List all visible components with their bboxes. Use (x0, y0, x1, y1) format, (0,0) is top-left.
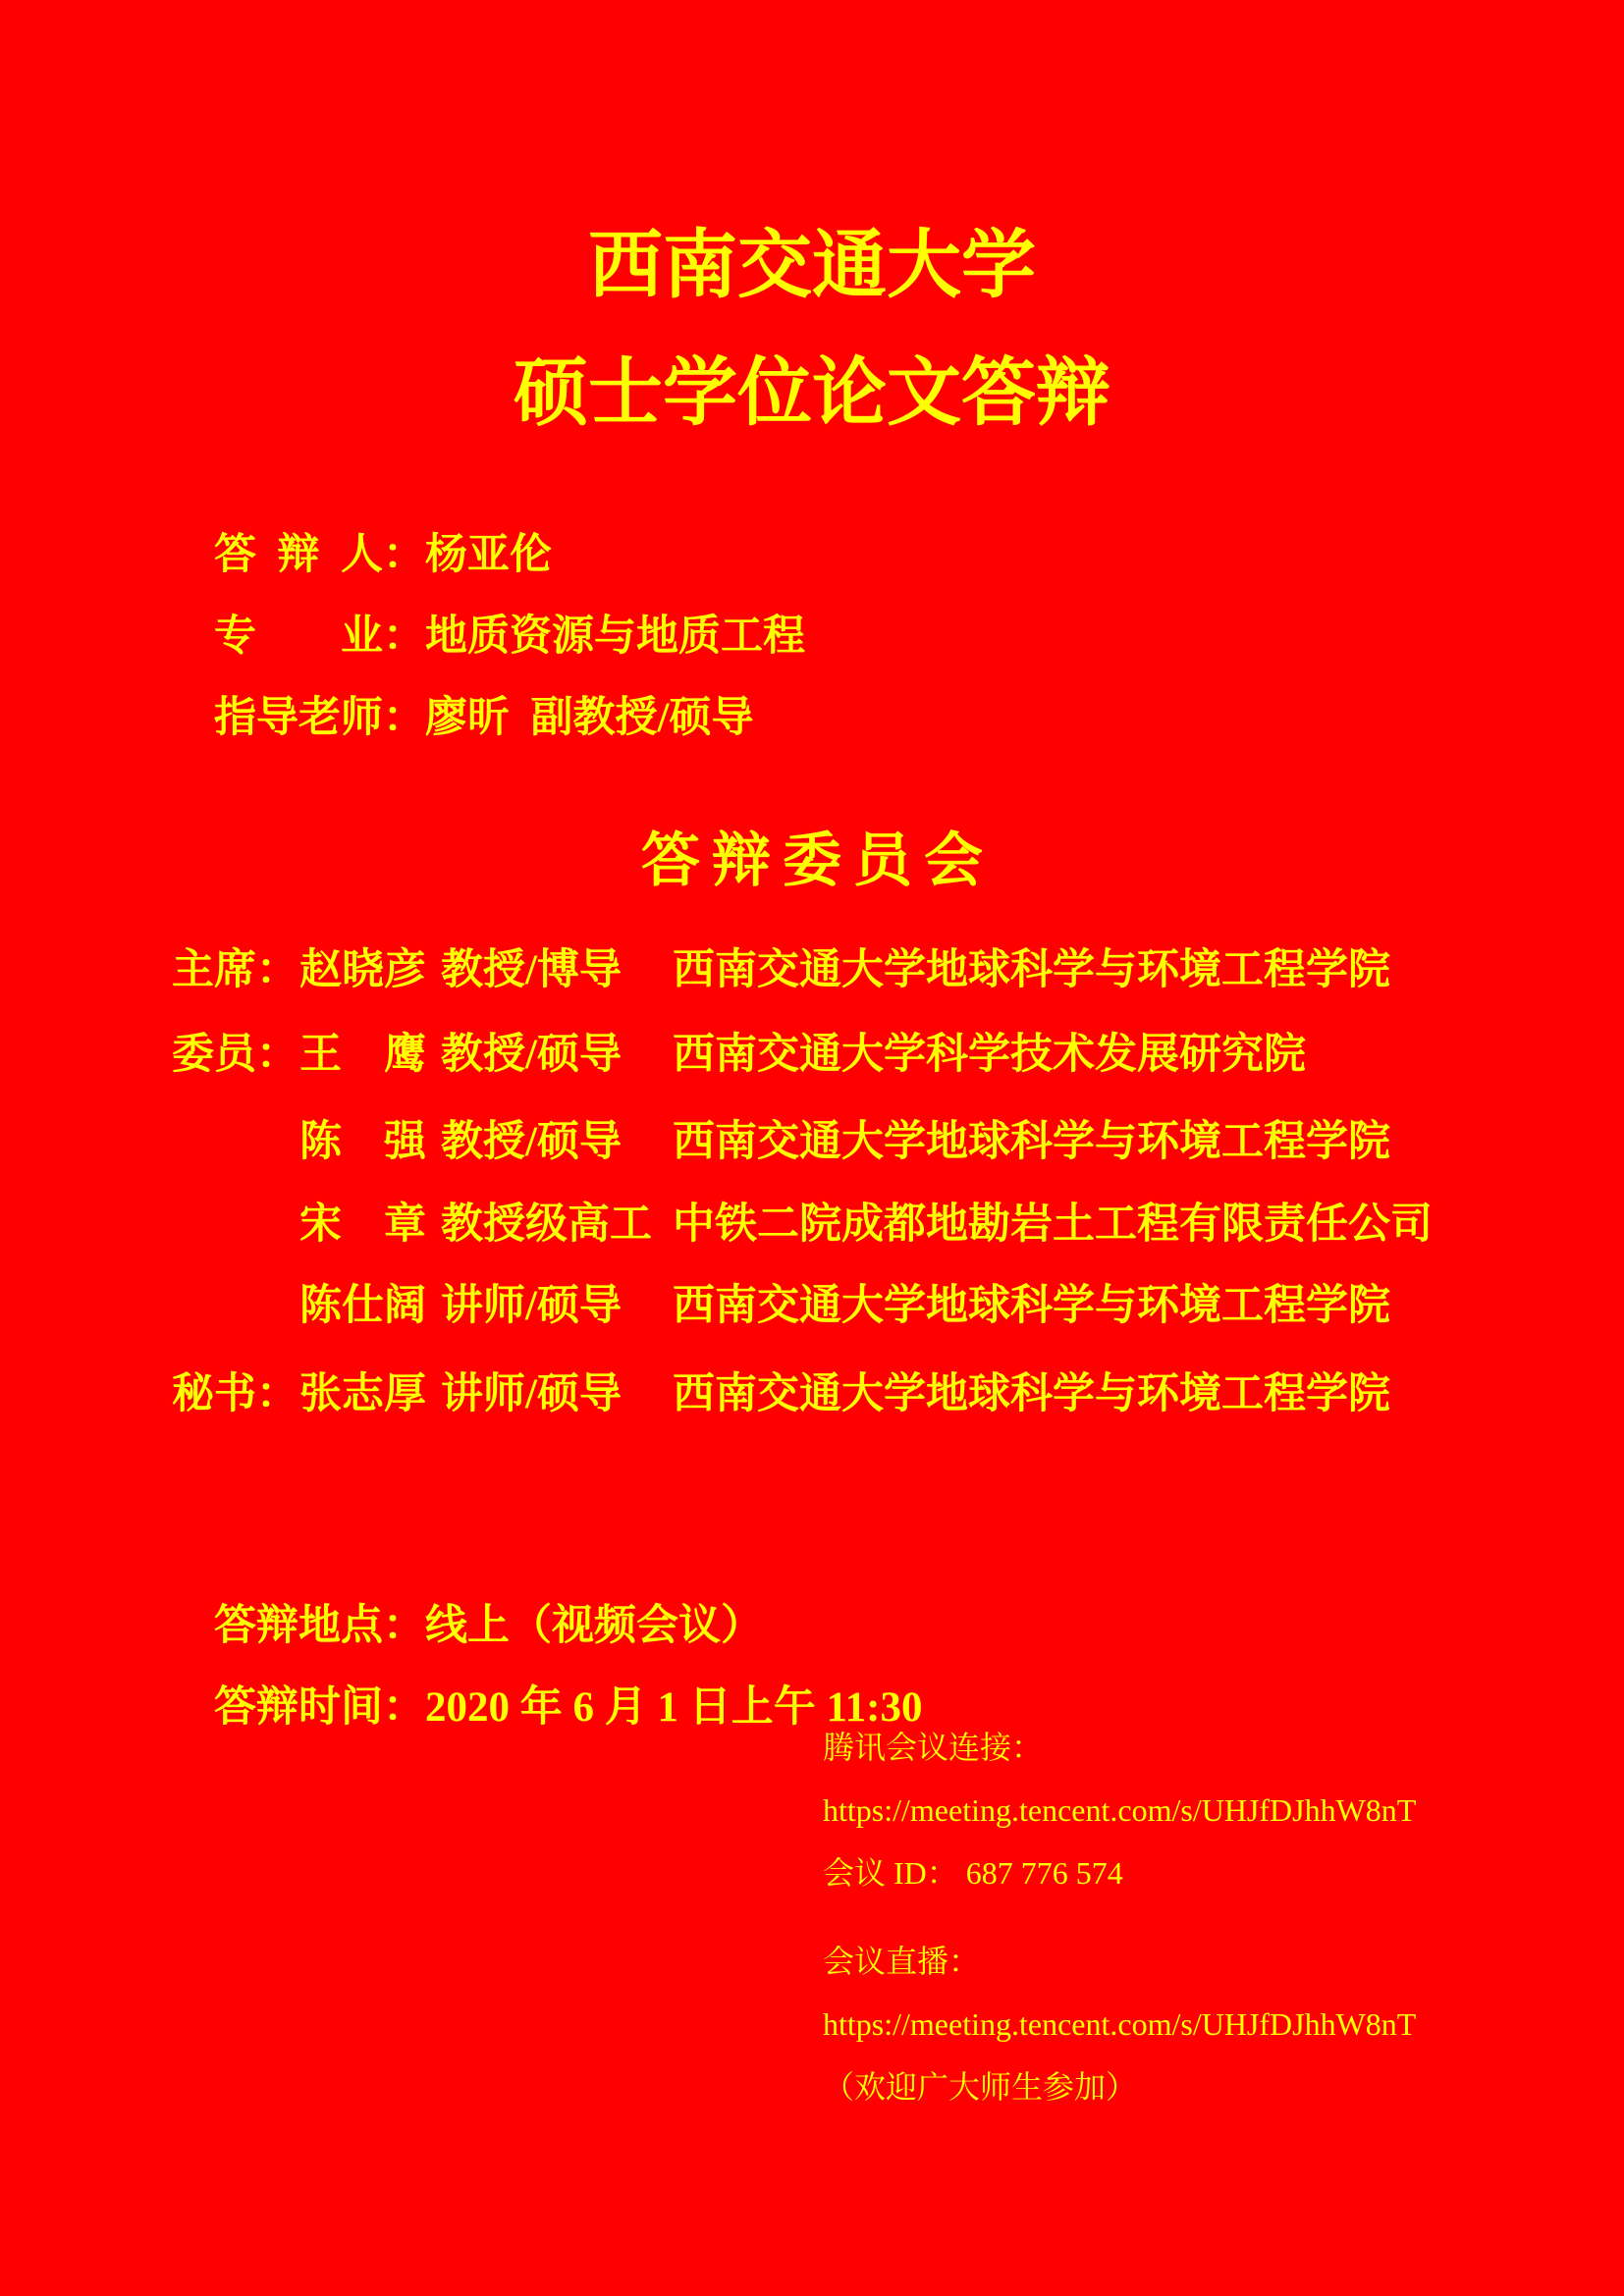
committee-row-member (172, 1031, 1306, 1079)
committee-member-title: 讲师/硕导 (441, 1371, 622, 1417)
event-title: 硕士学位论文答辩 (514, 352, 1110, 435)
live-stream-label: 会议直播： (823, 1944, 981, 1979)
committee-member-affiliation: 西南交通大学地球科学与环境工程学院 (673, 1283, 1390, 1329)
committee-role-label (172, 1201, 299, 1249)
committee-row-member (172, 1282, 1390, 1330)
candidate-value: 杨亚伦 (425, 532, 552, 579)
committee-role-label: 秘书： (172, 1371, 298, 1417)
committee-member-affiliation: 西南交通大学地球科学与环境工程学院 (673, 947, 1390, 993)
committee-heading: 答辩委员会 (641, 828, 995, 893)
committee-member-affiliation: 西南交通大学科学技术发展研究院 (673, 1032, 1306, 1078)
committee-member-title: 教授/硕导 (441, 1032, 622, 1078)
committee-member-title: 讲师/硕导 (441, 1283, 622, 1329)
committee-role-label: 主席： (172, 947, 298, 993)
candidate-row-advisor (172, 646, 753, 791)
defense-time-value: 2020 年 6 月 1 日上午 11:30 (425, 1684, 923, 1732)
committee-row-member (172, 1201, 1433, 1249)
meeting-id-line: 会议 ID： 687 776 574 (823, 1855, 1123, 1891)
candidate-label: 专 业： (214, 614, 425, 661)
committee-member-name: 宋 章 (299, 1201, 426, 1248)
committee-member-affiliation: 西南交通大学地球科学与环境工程学院 (673, 1119, 1390, 1165)
defense-time-label: 答辩时间： (214, 1684, 425, 1732)
candidate-label: 答 辩 人： (214, 532, 425, 579)
committee-member-name: 张志厚 (299, 1371, 426, 1417)
committee-member-title: 教授/博导 (441, 947, 622, 993)
live-stream-url[interactable]: https://meeting.tencent.com/s/UHJfDJhhW8nT (823, 2006, 1417, 2042)
candidate-value: 廖昕 副教授/硕导 (425, 695, 754, 742)
meeting-link-url[interactable]: https://meeting.tencent.com/s/UHJfDJhhW8nT (823, 1792, 1417, 1828)
committee-member-name: 赵晓彦 (299, 947, 426, 993)
committee-member-affiliation: 中铁二院成都地勘岩土工程有限责任公司 (673, 1201, 1433, 1248)
committee-member-title: 教授级高工 (441, 1201, 652, 1248)
committee-role-label: 委员： (172, 1032, 298, 1078)
defense-location-label: 答辩地点： (214, 1603, 425, 1650)
welcome-note: （欢迎广大师生参加） (823, 2069, 1138, 2105)
committee-row-member (172, 1118, 1390, 1166)
committee-row-secretary (172, 1370, 1390, 1418)
committee-member-affiliation: 西南交通大学地球科学与环境工程学院 (673, 1371, 1390, 1417)
candidate-label: 指导老师： (214, 695, 425, 742)
meeting-link-label: 腾讯会议连接： (823, 1730, 1044, 1765)
committee-member-name: 王 鹰 (299, 1032, 426, 1078)
university-title: 西南交通大学 (588, 225, 1036, 307)
committee-member-name: 陈 强 (299, 1119, 426, 1165)
committee-member-title: 教授/硕导 (441, 1119, 622, 1165)
committee-row-chair (172, 946, 1390, 994)
candidate-value: 地质资源与地质工程 (425, 614, 805, 661)
committee-role-label (172, 1282, 299, 1330)
committee-role-label (172, 1118, 299, 1166)
defense-location-value: 线上（视频会议） (425, 1603, 763, 1650)
committee-member-name: 陈仕阔 (299, 1283, 426, 1329)
defense-time-line (172, 1635, 922, 1781)
